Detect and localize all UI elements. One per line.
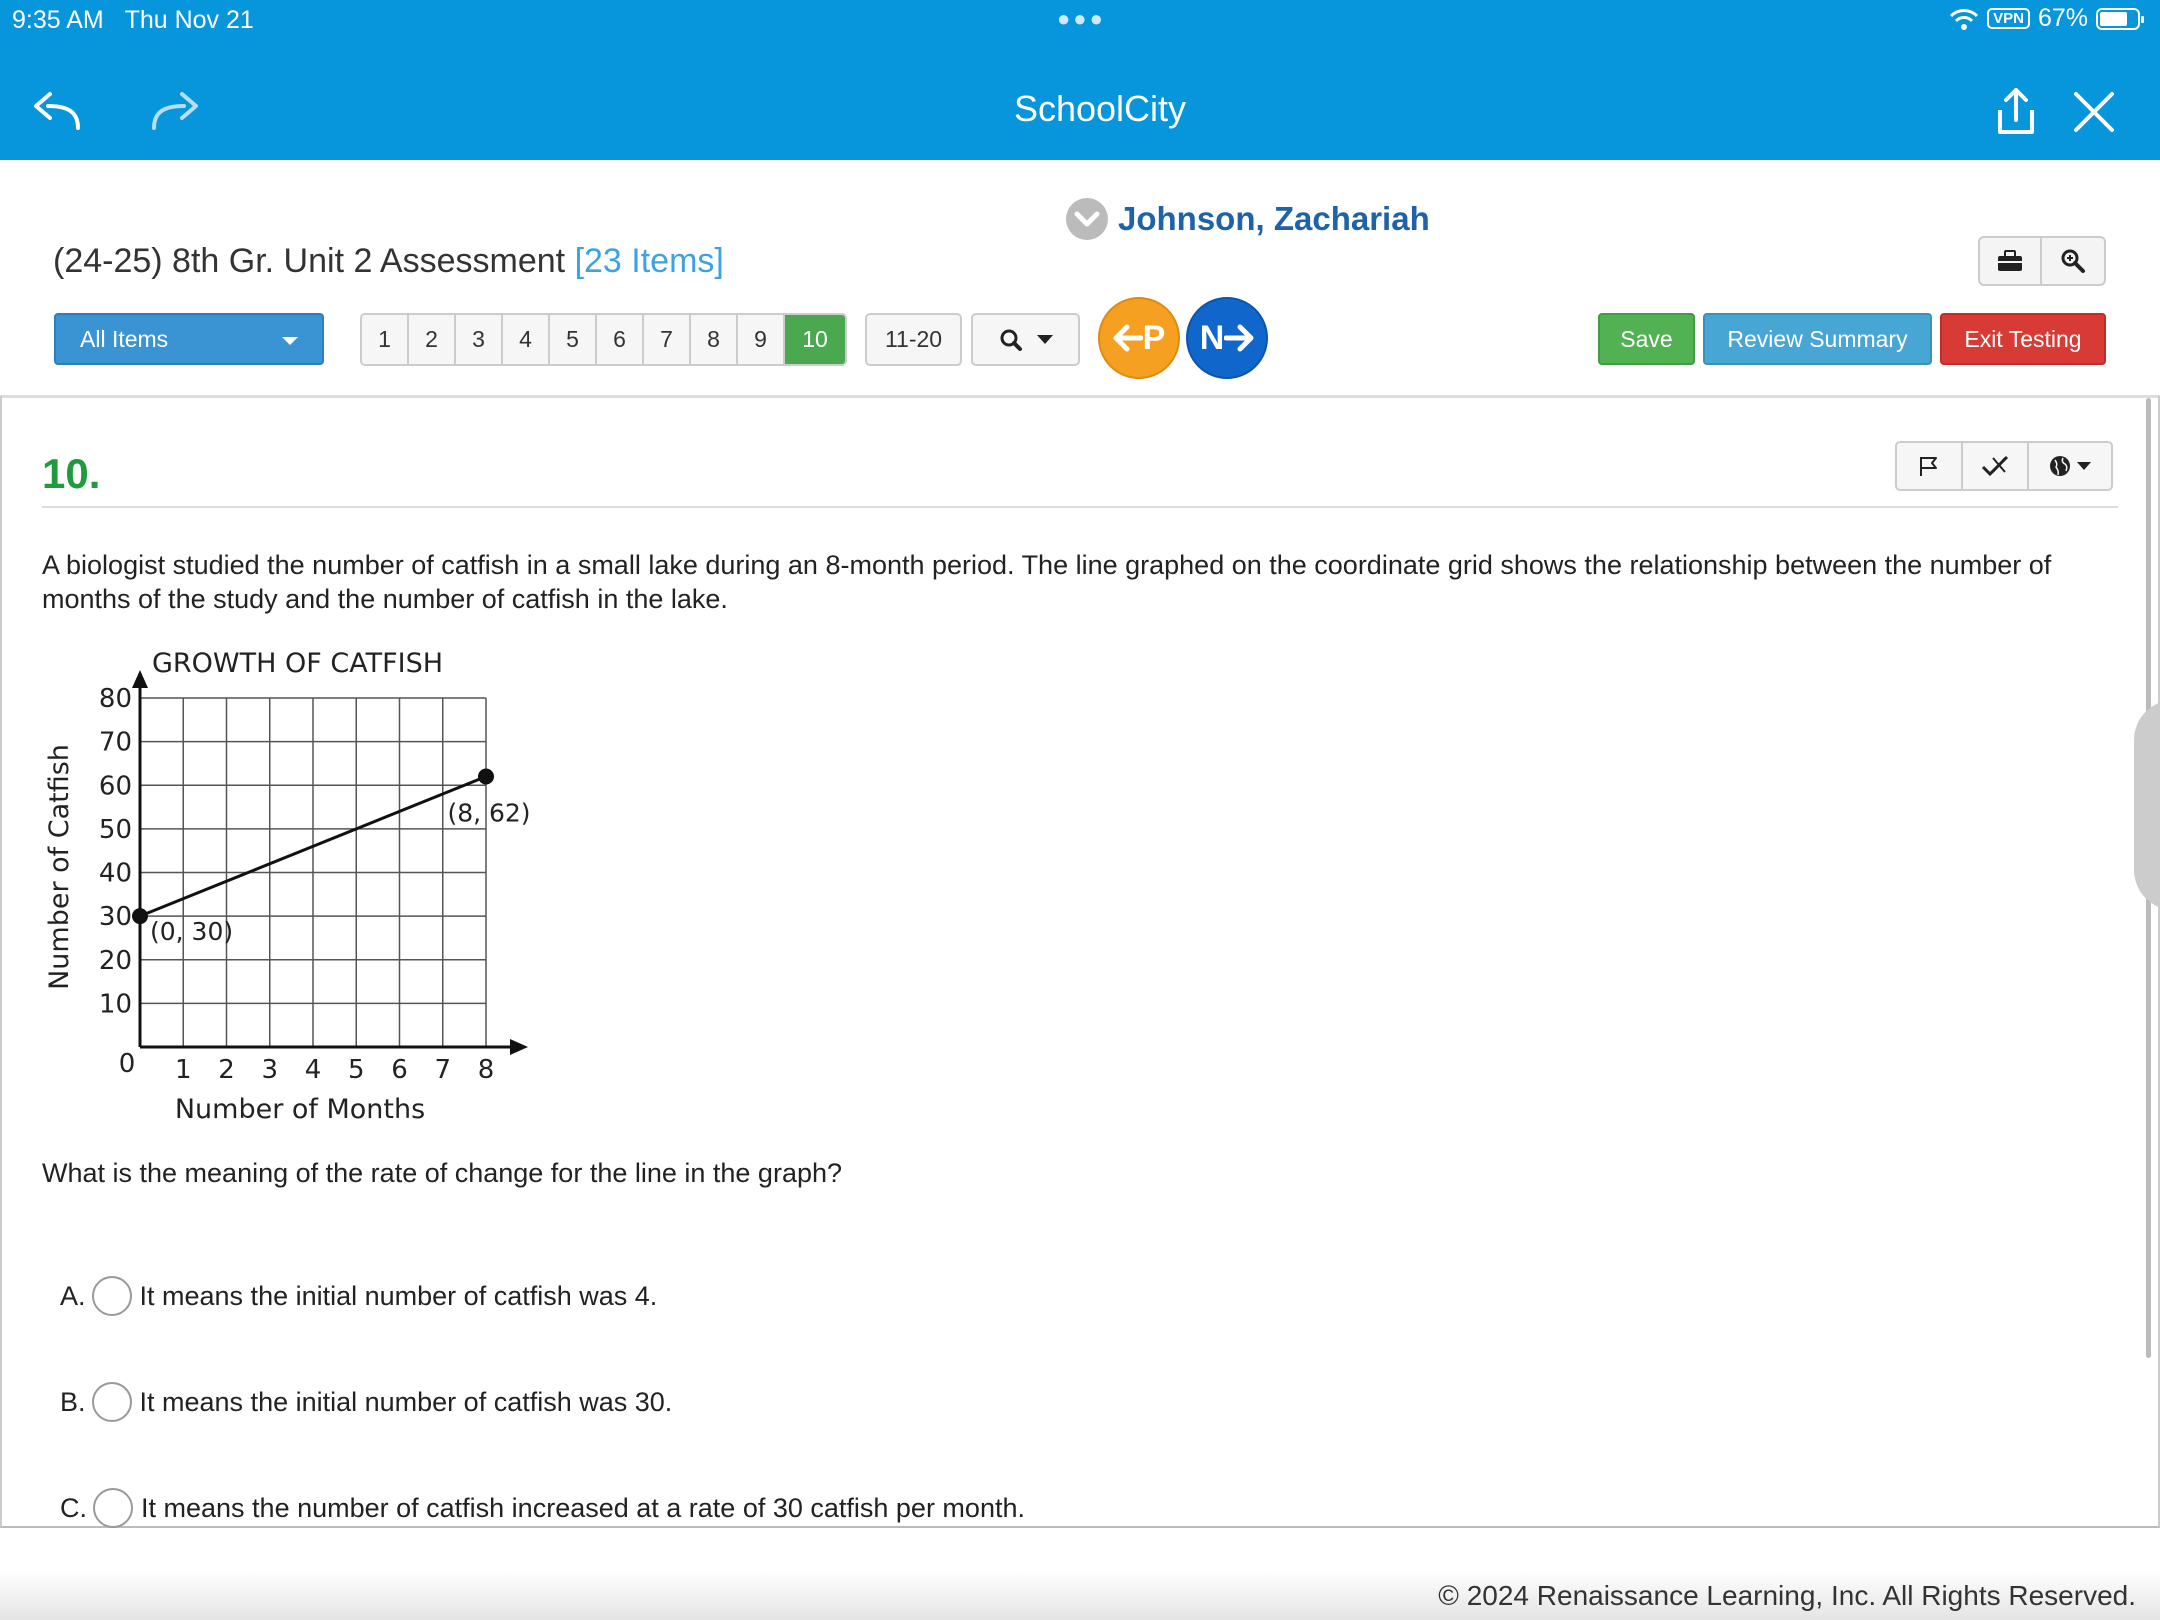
question-prompt: A biologist studied the number of catfish in a small lake during an 8-month period. The line graphed on the coordinate grid shows the relationship between the number of months of the study and the number of catfish in the lake.	[42, 550, 2052, 614]
question-tools	[1895, 441, 2113, 491]
close-icon[interactable]	[2064, 84, 2124, 144]
y-tick-label: 60	[98, 771, 132, 802]
student-selector[interactable]	[1066, 198, 1430, 240]
check-x-icon	[1981, 454, 2009, 478]
choice-b-letter: B.	[60, 1386, 86, 1417]
side-panel-tab[interactable]	[2134, 700, 2160, 910]
x-tick-label: 4	[304, 1055, 322, 1085]
review-summary-button[interactable]: Review Summary	[1703, 313, 1932, 365]
page-6-button[interactable]: 6	[597, 315, 644, 364]
search-dropdown[interactable]	[971, 313, 1080, 366]
magnify-button[interactable]	[2042, 236, 2106, 286]
page-9-button[interactable]: 9	[738, 315, 785, 364]
page-7-button[interactable]: 7	[644, 315, 691, 364]
choice-b-radio[interactable]	[92, 1382, 132, 1422]
student-name: Johnson, Zachariah	[1118, 200, 1430, 237]
caret-down-icon	[2077, 462, 2091, 471]
choice-a-radio[interactable]	[92, 1276, 132, 1316]
page-5-button[interactable]: 5	[550, 315, 597, 364]
chart-ylabel: Number of Catfish	[44, 744, 75, 990]
share-icon[interactable]	[1986, 84, 2046, 144]
page-navigator	[360, 313, 847, 366]
page-10-button[interactable]: 10	[785, 315, 845, 364]
footer	[0, 1570, 2160, 1620]
x-tick-label: 5	[347, 1055, 365, 1085]
test-title: (24-25) 8th Gr. Unit 2 Assessment [23 Items]	[53, 242, 724, 280]
exit-testing-button[interactable]: Exit Testing	[1940, 313, 2106, 365]
x-tick-label: 6	[391, 1055, 408, 1085]
x-tick-label: 2	[218, 1055, 235, 1085]
x-tick-label: 1	[174, 1055, 192, 1085]
status-time: 9:35 AM Thu Nov 21	[12, 6, 254, 34]
chart-axes	[132, 670, 531, 1055]
arrow-left-icon	[1113, 324, 1143, 352]
choice-b-text: It means the initial number of catfish was 30.	[139, 1386, 673, 1417]
language-dropdown[interactable]	[2029, 443, 2111, 489]
choice-a[interactable]	[60, 1276, 657, 1316]
flag-button[interactable]	[1897, 443, 1963, 489]
wifi-icon	[1949, 7, 1979, 31]
choice-c-text: It means the number of catfish increased at a rate of 30 catfish per month.	[141, 1492, 1025, 1523]
choice-a-letter: A.	[60, 1280, 86, 1311]
next-item-button[interactable]: N	[1186, 297, 1268, 379]
page-2-button[interactable]: 2	[409, 315, 456, 364]
x-tick-label: 7	[434, 1055, 452, 1085]
page-range-button[interactable]: 11-20	[865, 313, 962, 366]
question-number: 10.	[42, 450, 101, 497]
chart-title: GROWTH OF CATFISH	[152, 648, 444, 679]
save-button[interactable]: Save	[1598, 313, 1695, 365]
y-tick-label: 20	[98, 945, 132, 976]
page-4-button[interactable]: 4	[503, 315, 550, 364]
copyright: © 2024 Renaissance Learning, Inc. All Rights Reserved.	[1438, 1580, 2136, 1611]
item-count: [23 Items]	[574, 242, 724, 280]
page-8-button[interactable]: 8	[691, 315, 738, 364]
flag-icon	[1918, 455, 1940, 477]
chart-series	[132, 769, 531, 947]
toolbox-button[interactable]	[1978, 236, 2042, 286]
x-tick-label: 8	[477, 1055, 495, 1085]
x-tick-label: 3	[261, 1055, 279, 1085]
status-indicators	[1949, 4, 2140, 33]
multitask-dots-icon[interactable]: ●●●	[1057, 6, 1106, 31]
question-divider	[42, 506, 2118, 508]
x-axis-arrow	[510, 1039, 528, 1055]
vpn-badge: VPN	[1987, 8, 2030, 29]
briefcase-icon	[1997, 250, 2023, 272]
y-tick-label: 10	[98, 989, 132, 1020]
answer-eliminator-button[interactable]	[1963, 443, 2029, 489]
choice-c-letter: C.	[60, 1492, 87, 1523]
page-1-button[interactable]: 1	[362, 315, 409, 364]
y-tick-label: 40	[98, 858, 132, 889]
previous-item-button[interactable]: P	[1098, 297, 1180, 379]
battery-percent: 67%	[2037, 4, 2088, 32]
chevron-down-icon	[1066, 198, 1108, 240]
choice-a-text: It means the initial number of catfish was 4.	[139, 1280, 658, 1311]
test-tools	[1978, 236, 2106, 286]
y-tick-label: 80	[98, 684, 132, 714]
data-point	[478, 769, 494, 785]
y-tick-label: 50	[98, 814, 132, 845]
arrow-right-icon	[1224, 324, 1254, 352]
y-axis-arrow	[132, 670, 148, 688]
app-title: SchoolCity	[1013, 88, 1187, 129]
caret-down-icon	[282, 337, 298, 345]
origin-label: 0	[118, 1049, 136, 1079]
question-text: What is the meaning of the rate of change for the line in the graph?	[42, 1158, 843, 1188]
choice-c[interactable]	[60, 1488, 1025, 1528]
battery-icon	[2096, 8, 2140, 30]
chart-xlabel: Number of Months	[174, 1094, 426, 1125]
choice-b[interactable]	[60, 1382, 672, 1422]
magnifier-icon	[2060, 248, 2086, 274]
search-icon	[999, 328, 1023, 352]
chart-ticks	[99, 684, 494, 1085]
globe-icon	[2049, 455, 2071, 477]
page-3-button[interactable]: 3	[456, 315, 503, 364]
item-filter-dropdown[interactable]: All Items	[54, 313, 324, 365]
point-label: (0, 30)	[150, 917, 234, 947]
catfish-growth-chart	[38, 642, 558, 1132]
y-tick-label: 70	[98, 727, 132, 758]
data-point	[132, 908, 148, 924]
app-bar	[0, 0, 2160, 160]
y-tick-label: 30	[98, 902, 132, 933]
caret-down-icon	[1037, 335, 1053, 345]
choice-c-radio[interactable]	[93, 1488, 133, 1528]
chart-grid	[140, 698, 486, 1047]
point-label: (8, 62)	[447, 798, 531, 828]
